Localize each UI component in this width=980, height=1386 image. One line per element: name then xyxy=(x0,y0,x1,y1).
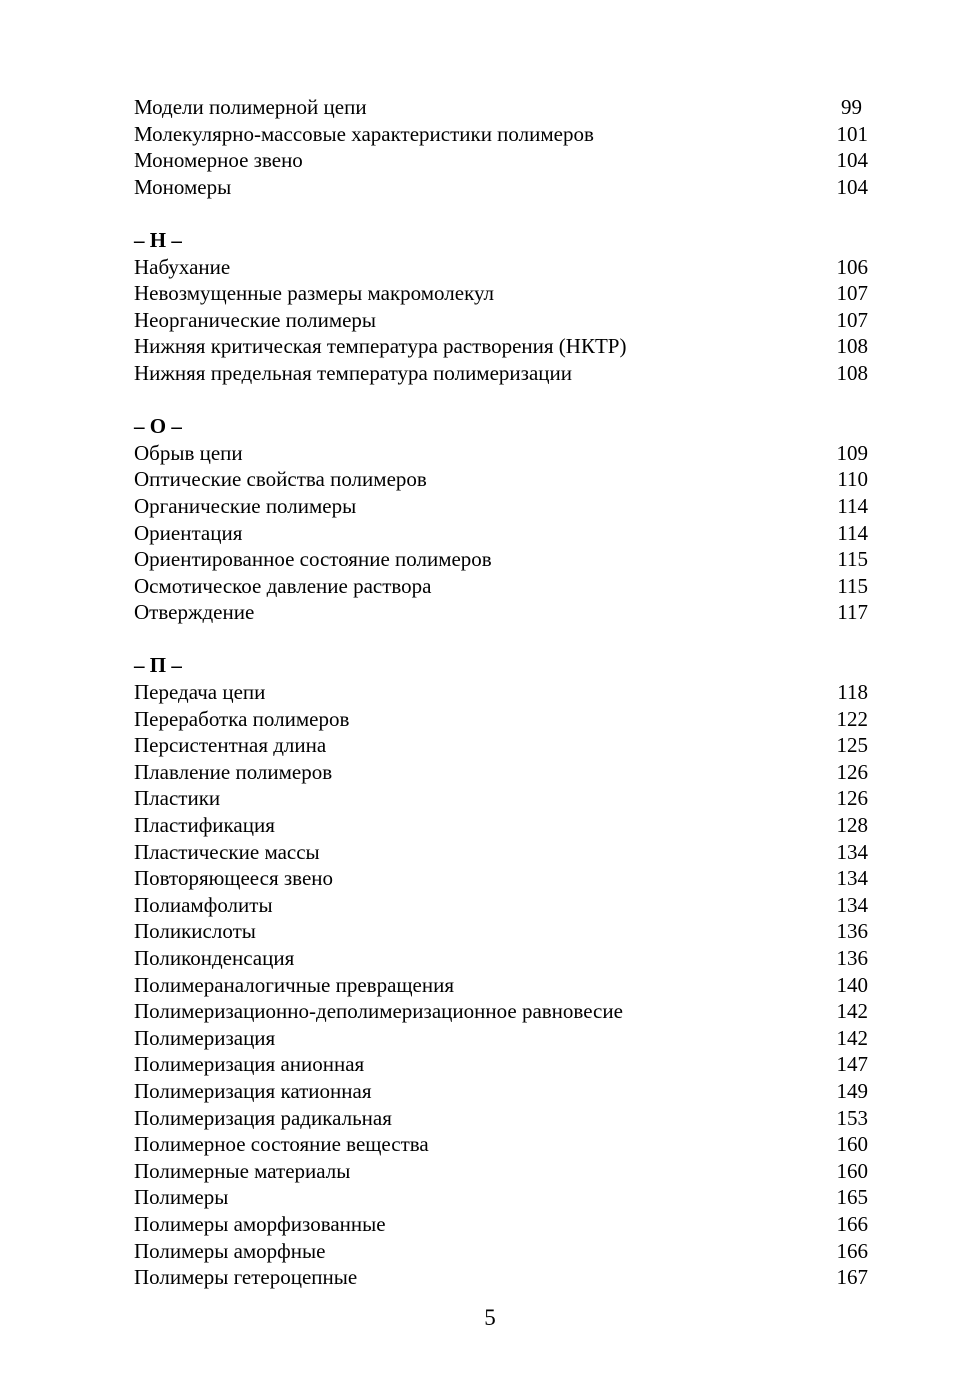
index-term: Мономерное звено xyxy=(134,148,303,173)
index-entry xyxy=(134,1105,868,1132)
index-page: 166 xyxy=(836,1238,868,1263)
index-entry xyxy=(134,466,868,493)
index-term: Полимеры аморфные xyxy=(134,1238,326,1263)
index-entry xyxy=(134,280,868,307)
section-spacer xyxy=(134,626,868,653)
index-page: 110 xyxy=(837,467,868,492)
index-entry xyxy=(134,706,868,733)
index-entry xyxy=(134,174,868,201)
index-page: 104 xyxy=(836,148,868,173)
index-entry xyxy=(134,892,868,919)
index-page: 118 xyxy=(837,680,868,705)
index-entry xyxy=(134,785,868,812)
index-term: Невозмущенные размеры макромолекул xyxy=(134,281,495,306)
index-page: 134 xyxy=(836,839,868,864)
index-entry xyxy=(134,1051,868,1078)
index-entry xyxy=(134,972,868,999)
index-entry xyxy=(134,1078,868,1105)
index-page: 125 xyxy=(836,733,868,758)
index-entry xyxy=(134,440,868,467)
index-term: Мономеры xyxy=(134,174,232,199)
index-term: Набухание xyxy=(134,254,231,279)
index-entry xyxy=(134,254,868,281)
index-term: Пластики xyxy=(134,786,221,811)
index-term: Персистентная длина xyxy=(134,733,327,758)
index-page: 104 xyxy=(836,174,868,199)
index-term: Полимеризация радикальная xyxy=(134,1105,392,1130)
index-term: Полимерные материалы xyxy=(134,1158,351,1183)
index-term: Пластификация xyxy=(134,813,275,838)
index-page: 122 xyxy=(836,706,868,731)
index-term: Полиамфолиты xyxy=(134,892,273,917)
index-entry xyxy=(134,493,868,520)
index-entry xyxy=(134,1025,868,1052)
index-term: Неорганические полимеры xyxy=(134,307,377,332)
index-entry xyxy=(134,998,868,1025)
index-section xyxy=(134,652,868,1290)
index-page: 109 xyxy=(836,440,868,465)
index-page: 134 xyxy=(836,892,868,917)
index-page: 140 xyxy=(836,972,868,997)
section-heading: – Н – xyxy=(134,227,182,252)
index-term: Обрыв цепи xyxy=(134,440,243,465)
index-term: Полимераналогичные превращения xyxy=(134,972,455,997)
index-entry xyxy=(134,918,868,945)
index-entry xyxy=(134,759,868,786)
index-page: 115 xyxy=(837,573,868,598)
index-page: 126 xyxy=(836,759,868,784)
subject-index xyxy=(134,94,868,1291)
index-entry xyxy=(134,94,868,121)
index-entry xyxy=(134,1211,868,1238)
index-term: Поликислоты xyxy=(134,919,256,944)
index-entry xyxy=(134,1264,868,1291)
index-page: 101 xyxy=(836,121,868,146)
index-page: 147 xyxy=(836,1052,868,1077)
index-term: Полимеризация анионная xyxy=(134,1052,365,1077)
index-term: Ориентация xyxy=(134,520,243,545)
index-term: Полимеры аморфизованные xyxy=(134,1211,386,1236)
index-term: Полимеры xyxy=(134,1185,229,1210)
index-entry xyxy=(134,520,868,547)
index-entry xyxy=(134,121,868,148)
page-number: 5 xyxy=(484,1305,496,1330)
index-term: Плавление полимеров xyxy=(134,759,333,784)
index-page: 108 xyxy=(836,334,868,359)
index-page: 106 xyxy=(836,254,868,279)
index-entry xyxy=(134,307,868,334)
index-entry xyxy=(134,573,868,600)
index-page: 136 xyxy=(836,919,868,944)
index-page: 117 xyxy=(837,600,868,625)
index-term: Полимерное состояние вещества xyxy=(134,1132,429,1157)
index-entry xyxy=(134,1184,868,1211)
section-spacer xyxy=(134,200,868,227)
index-term: Нижняя критическая температура растворения (НКТР) xyxy=(134,334,627,359)
index-section xyxy=(134,227,868,387)
index-term: Повторяющееся звено xyxy=(134,866,334,891)
index-section xyxy=(134,413,868,626)
index-term: Ориентированное состояние полимеров xyxy=(134,547,492,572)
index-term: Осмотическое давление раствора xyxy=(134,573,432,598)
index-entry xyxy=(134,1158,868,1185)
index-entry xyxy=(134,865,868,892)
index-page: 108 xyxy=(836,360,868,385)
index-page: 142 xyxy=(836,999,868,1024)
index-page: 160 xyxy=(836,1132,868,1157)
index-page: 153 xyxy=(836,1105,868,1130)
index-term: Модели полимерной цепи xyxy=(134,95,367,119)
index-entry xyxy=(134,839,868,866)
index-term: Поликонденсация xyxy=(134,946,295,970)
index-entry xyxy=(134,679,868,706)
index-page: 134 xyxy=(836,866,868,891)
index-term: Полимеризация xyxy=(134,1025,276,1050)
index-term: Пластические массы xyxy=(134,839,320,864)
index-page: 99 xyxy=(841,95,862,119)
index-page: 160 xyxy=(836,1158,868,1183)
index-page: 115 xyxy=(837,547,868,572)
index-entry xyxy=(134,546,868,573)
index-term: Органические полимеры xyxy=(134,493,357,518)
index-page: 136 xyxy=(836,946,868,970)
index-entry xyxy=(134,945,868,972)
index-page: 165 xyxy=(836,1185,868,1210)
index-term: Отверждение xyxy=(134,600,255,625)
index-page: 107 xyxy=(836,307,868,332)
index-entry xyxy=(134,147,868,174)
index-entry xyxy=(134,333,868,360)
index-term: Переработка полимеров xyxy=(134,706,350,731)
index-entry xyxy=(134,360,868,387)
index-term: Полимеризационно-деполимеризационное равновесие xyxy=(134,999,623,1024)
index-page: 128 xyxy=(836,813,868,838)
index-page: 126 xyxy=(836,786,868,811)
index-page: 149 xyxy=(836,1078,868,1103)
index-page: 114 xyxy=(837,493,868,518)
index-page: 107 xyxy=(836,281,868,306)
index-page: 167 xyxy=(836,1265,868,1290)
index-entry xyxy=(134,1131,868,1158)
index-section xyxy=(134,94,868,200)
index-term: Передача цепи xyxy=(134,680,266,705)
index-entry xyxy=(134,812,868,839)
index-page: 142 xyxy=(836,1025,868,1050)
section-heading: – О – xyxy=(134,414,182,439)
index-entry xyxy=(134,732,868,759)
section-spacer xyxy=(134,387,868,414)
index-page: 166 xyxy=(836,1211,868,1236)
index-term: Нижняя предельная температура полимеризации xyxy=(134,360,572,385)
index-term: Оптические свойства полимеров xyxy=(134,467,427,492)
index-entry xyxy=(134,599,868,626)
index-entry xyxy=(134,1238,868,1265)
index-term: Молекулярно-массовые характеристики полимеров xyxy=(134,121,594,146)
index-term: Полимеризация катионная xyxy=(134,1078,372,1103)
index-page: 114 xyxy=(837,520,868,545)
section-heading: – П – xyxy=(134,653,182,678)
index-term: Полимеры гетероцепные xyxy=(134,1265,358,1290)
